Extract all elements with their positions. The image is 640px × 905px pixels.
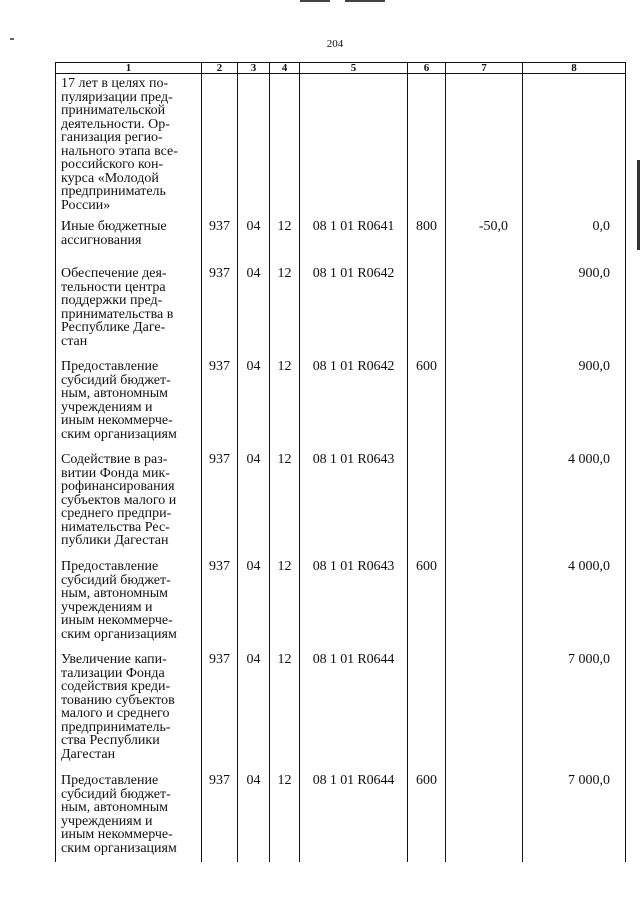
row-name-line: субсидий бюджет- bbox=[61, 786, 171, 802]
cell-col8: 4 000,0 bbox=[523, 557, 626, 650]
row-name-line: учреждениям и bbox=[61, 599, 153, 615]
cell-col6: 800 bbox=[408, 217, 446, 264]
cell-col6 bbox=[408, 450, 446, 557]
row-name-line: иным некоммерче- bbox=[61, 413, 173, 428]
row-name-line: принимательской bbox=[61, 103, 166, 118]
cell-col2: 937 bbox=[202, 357, 238, 450]
row-name-line: иным некоммерче- bbox=[61, 827, 173, 842]
row-name-line: рофинансирования bbox=[61, 479, 175, 494]
row-name-line: поддержки пред- bbox=[61, 293, 163, 308]
row-name-line: тельности центра bbox=[61, 279, 166, 295]
row-name bbox=[56, 357, 202, 450]
row-name-line: Обеспечение дея- bbox=[61, 266, 167, 281]
cell-col8: 4 000,0 bbox=[523, 450, 626, 557]
cell-col5: 08 1 01 R0644 bbox=[300, 771, 408, 862]
cell-col4: 12 bbox=[270, 557, 300, 650]
row-name-line: курса «Молодой bbox=[61, 170, 159, 186]
cell-col8 bbox=[523, 74, 626, 218]
cell-col7 bbox=[446, 771, 523, 862]
cell-col4 bbox=[270, 74, 300, 218]
cell-col7 bbox=[446, 264, 523, 357]
row-name bbox=[56, 74, 202, 218]
cell-col5 bbox=[300, 74, 408, 218]
table-header-row bbox=[56, 63, 626, 74]
row-name bbox=[56, 450, 202, 557]
cell-col6: 600 bbox=[408, 771, 446, 862]
table-row bbox=[56, 650, 626, 771]
cell-col3: 04 bbox=[238, 557, 270, 650]
cell-col6: 600 bbox=[408, 557, 446, 650]
cell-col2: 937 bbox=[202, 771, 238, 862]
table-row bbox=[56, 217, 626, 264]
row-name-line: российского кон- bbox=[61, 157, 164, 172]
row-name-line: предприниматель bbox=[61, 184, 166, 199]
column-header: 5 bbox=[300, 63, 408, 74]
cell-col3: 04 bbox=[238, 357, 270, 450]
row-name-line: ным, автономным bbox=[61, 586, 169, 601]
page-number: 204 bbox=[326, 38, 344, 50]
cell-col3: 04 bbox=[238, 450, 270, 557]
cell-col2 bbox=[202, 74, 238, 218]
row-name-line: ассигнования bbox=[61, 232, 142, 248]
row-name-line: тованию субъектов bbox=[61, 692, 175, 708]
row-name-line: Предоставление bbox=[61, 359, 159, 374]
cell-col4: 12 bbox=[270, 771, 300, 862]
table-row bbox=[56, 264, 626, 357]
cell-col5: 08 1 01 R0641 bbox=[300, 217, 408, 264]
cell-col8: 0,0 bbox=[523, 217, 626, 264]
row-name-line: публики Дагестан bbox=[61, 533, 169, 548]
row-name-line: нального этапа все- bbox=[61, 143, 178, 159]
cell-col3: 04 bbox=[238, 650, 270, 771]
row-name-line: принимательства в bbox=[61, 306, 174, 322]
cell-col8: 7 000,0 bbox=[523, 650, 626, 771]
cell-col4: 12 bbox=[270, 264, 300, 357]
row-name-line: субъектов малого и bbox=[61, 492, 177, 508]
table-row bbox=[56, 74, 626, 218]
row-name bbox=[56, 557, 202, 650]
row-name-line: малого и среднего bbox=[61, 706, 170, 721]
cell-col7: -50,0 bbox=[446, 217, 523, 264]
cell-col4: 12 bbox=[270, 217, 300, 264]
row-name-line: деятельности. Ор- bbox=[61, 116, 170, 132]
cell-col3 bbox=[238, 74, 270, 218]
cell-col7 bbox=[446, 74, 523, 218]
column-header: 1 bbox=[56, 63, 202, 74]
column-header: 7 bbox=[446, 63, 523, 74]
row-name bbox=[56, 771, 202, 862]
column-header: 8 bbox=[523, 63, 626, 74]
row-name-line: Увеличение капи- bbox=[61, 652, 167, 667]
cell-col3: 04 bbox=[238, 217, 270, 264]
row-name-line: Дагестан bbox=[61, 746, 116, 762]
row-name-line: ным, автономным bbox=[61, 800, 169, 815]
cell-col2: 937 bbox=[202, 650, 238, 771]
row-name-line: ным, автономным bbox=[61, 386, 169, 401]
cell-col5: 08 1 01 R0642 bbox=[300, 264, 408, 357]
cell-col5: 08 1 01 R0642 bbox=[300, 357, 408, 450]
row-name-line: содействия креди- bbox=[61, 679, 171, 694]
table-row bbox=[56, 450, 626, 557]
row-name-line: ским организациям bbox=[61, 840, 177, 856]
row-name-line: субсидий бюджет- bbox=[61, 372, 171, 388]
budget-table bbox=[55, 62, 626, 862]
row-name bbox=[56, 217, 202, 264]
row-name-line: ским организациям bbox=[61, 426, 177, 442]
row-name-line: витии Фонда мик- bbox=[61, 465, 170, 481]
row-name bbox=[56, 650, 202, 771]
cell-col4: 12 bbox=[270, 450, 300, 557]
column-header: 2 bbox=[202, 63, 238, 74]
row-name-line: Республике Даге- bbox=[61, 320, 166, 335]
row-name-line: среднего предпри- bbox=[61, 506, 172, 521]
cell-col6: 600 bbox=[408, 357, 446, 450]
cell-col6 bbox=[408, 74, 446, 218]
row-name-line: 17 лет в целях по- bbox=[61, 76, 169, 91]
row-name-line: учреждениям и bbox=[61, 813, 153, 829]
cell-col5: 08 1 01 R0643 bbox=[300, 557, 408, 650]
cell-col7 bbox=[446, 650, 523, 771]
cell-col2: 937 bbox=[202, 264, 238, 357]
row-name-line: пуляризации пред- bbox=[61, 89, 173, 105]
cell-col4: 12 bbox=[270, 357, 300, 450]
row-name-line: ства Республики bbox=[61, 733, 160, 748]
cell-col7 bbox=[446, 450, 523, 557]
row-name-line: Содействие в раз- bbox=[61, 452, 168, 467]
row-name-line: предприниматель- bbox=[61, 719, 171, 735]
cell-col8: 900,0 bbox=[523, 357, 626, 450]
column-header: 3 bbox=[238, 63, 270, 74]
row-name-line: стан bbox=[61, 333, 88, 349]
table-body bbox=[56, 74, 626, 863]
row-name-line: субсидий бюджет- bbox=[61, 572, 171, 588]
row-name bbox=[56, 264, 202, 357]
row-name-line: учреждениям и bbox=[61, 399, 153, 415]
cell-col5: 08 1 01 R0644 bbox=[300, 650, 408, 771]
scan-mark-2 bbox=[345, 0, 385, 2]
row-name-line: Предоставление bbox=[61, 559, 159, 574]
cell-col4: 12 bbox=[270, 650, 300, 771]
row-name-line: Иные бюджетные bbox=[61, 219, 167, 234]
column-header: 6 bbox=[408, 63, 446, 74]
row-name-line: России» bbox=[61, 197, 111, 213]
row-name-line: тализации Фонда bbox=[61, 665, 165, 681]
table-row bbox=[56, 557, 626, 650]
cell-col5: 08 1 01 R0643 bbox=[300, 450, 408, 557]
cell-col6 bbox=[408, 264, 446, 357]
row-name-line: иным некоммерче- bbox=[61, 613, 173, 628]
row-name-line: ским организациям bbox=[61, 626, 177, 642]
cell-col8: 900,0 bbox=[523, 264, 626, 357]
cell-col6 bbox=[408, 650, 446, 771]
column-header: 4 bbox=[270, 63, 300, 74]
scan-mark-1 bbox=[300, 0, 330, 2]
row-name-line: Предоставление bbox=[61, 773, 159, 788]
cell-col3: 04 bbox=[238, 771, 270, 862]
cell-col3: 04 bbox=[238, 264, 270, 357]
row-name-line: нимательства Рес- bbox=[61, 519, 170, 535]
cell-col7 bbox=[446, 357, 523, 450]
cell-col7 bbox=[446, 557, 523, 650]
cell-col8: 7 000,0 bbox=[523, 771, 626, 862]
table-row bbox=[56, 357, 626, 450]
table-row bbox=[56, 771, 626, 862]
cell-col2: 937 bbox=[202, 217, 238, 264]
row-name-line: ганизация регио- bbox=[61, 130, 163, 145]
cell-col2: 937 bbox=[202, 557, 238, 650]
cell-col2: 937 bbox=[202, 450, 238, 557]
